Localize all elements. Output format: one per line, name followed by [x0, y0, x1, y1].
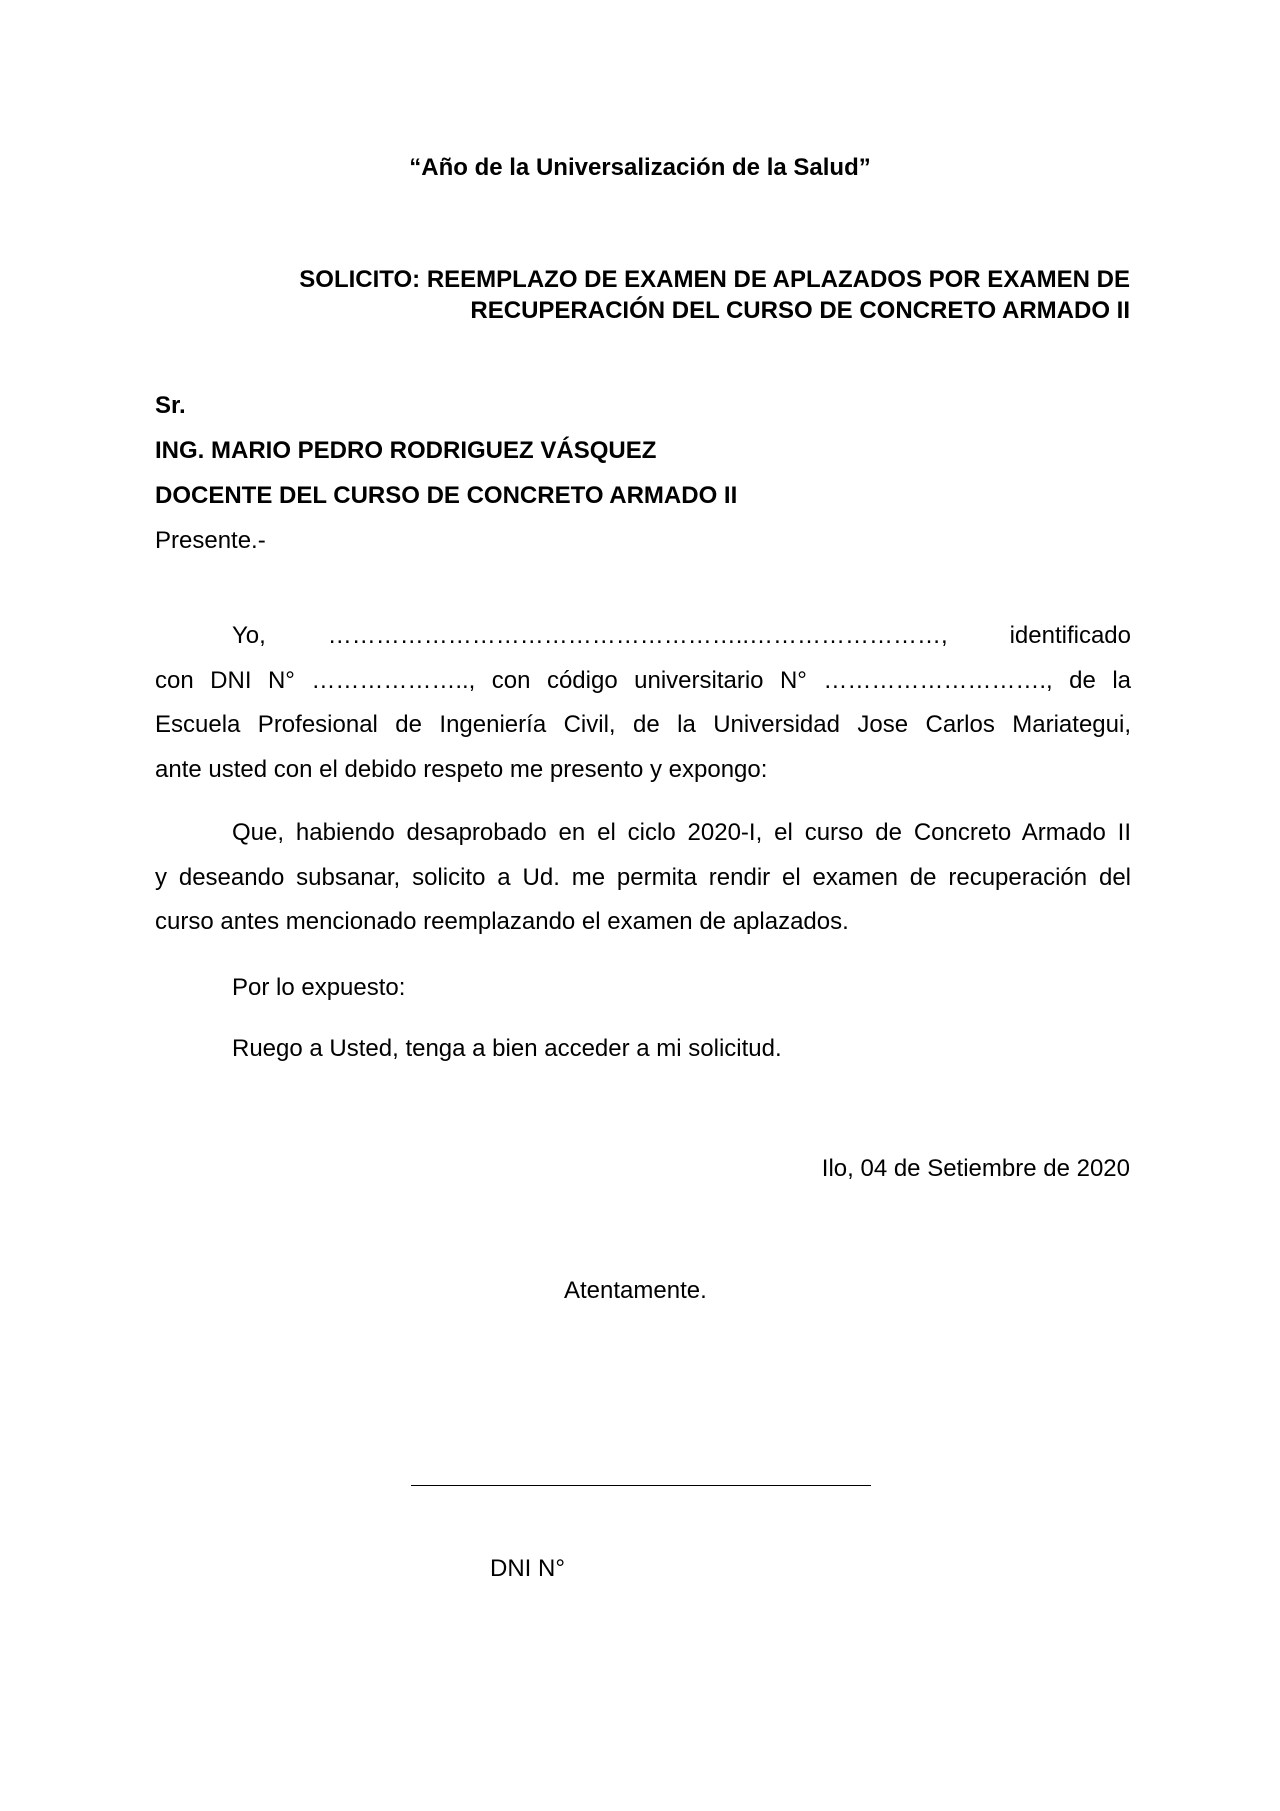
paragraph-line: curso antes mencionado reemplazando el examen de aplazados.	[155, 908, 849, 935]
ruego: Ruego a Usted, tenga a bien acceder a mi solicitud.	[232, 1035, 782, 1062]
salutation: Sr.	[155, 392, 186, 419]
signature-line	[411, 1485, 871, 1486]
atentamente: Atentamente.	[564, 1277, 707, 1304]
presente: Presente.-	[155, 527, 266, 554]
year-motto: “Año de la Universalización de la Salud”	[409, 154, 871, 181]
addressee-title: DOCENTE DEL CURSO DE CONCRETO ARMADO II	[155, 482, 738, 509]
subject-line-1: SOLICITO: REEMPLAZO DE EXAMEN DE APLAZADOS POR EXAMEN DE	[299, 266, 1130, 293]
addressee-name: ING. MARIO PEDRO RODRIGUEZ VÁSQUEZ	[155, 437, 657, 464]
paragraph-line: con DNI N° ……………….., con código universitario N° ………………………., de la	[155, 666, 1131, 694]
paragraph-line: Yo, ……………………………………………..……………………, identificado	[232, 622, 1131, 649]
paragraph-line: Que, habiendo desaprobado en el ciclo 2020-I, el curso de Concreto Armado II	[232, 819, 1131, 846]
paragraph-line: y deseando subsanar, solicito a Ud. me permita rendir el examen de recuperación del	[155, 863, 1131, 891]
paragraph-request	[155, 811, 1131, 945]
paragraph-line: Escuela Profesional de Ingeniería Civil, de la Universidad Jose Carlos Mariategui,	[155, 711, 1131, 738]
paragraph-line: ante usted con el debido respeto me presento y expongo:	[155, 755, 768, 783]
dni-label: DNI N°	[490, 1555, 565, 1582]
por-lo-expuesto: Por lo expuesto:	[232, 974, 406, 1001]
paragraph-identification	[155, 614, 1131, 792]
subject-line-2: RECUPERACIÓN DEL CURSO DE CONCRETO ARMADO II	[470, 297, 1130, 324]
subject-heading	[299, 264, 1130, 326]
date-line: Ilo, 04 de Setiembre de 2020	[821, 1155, 1130, 1182]
